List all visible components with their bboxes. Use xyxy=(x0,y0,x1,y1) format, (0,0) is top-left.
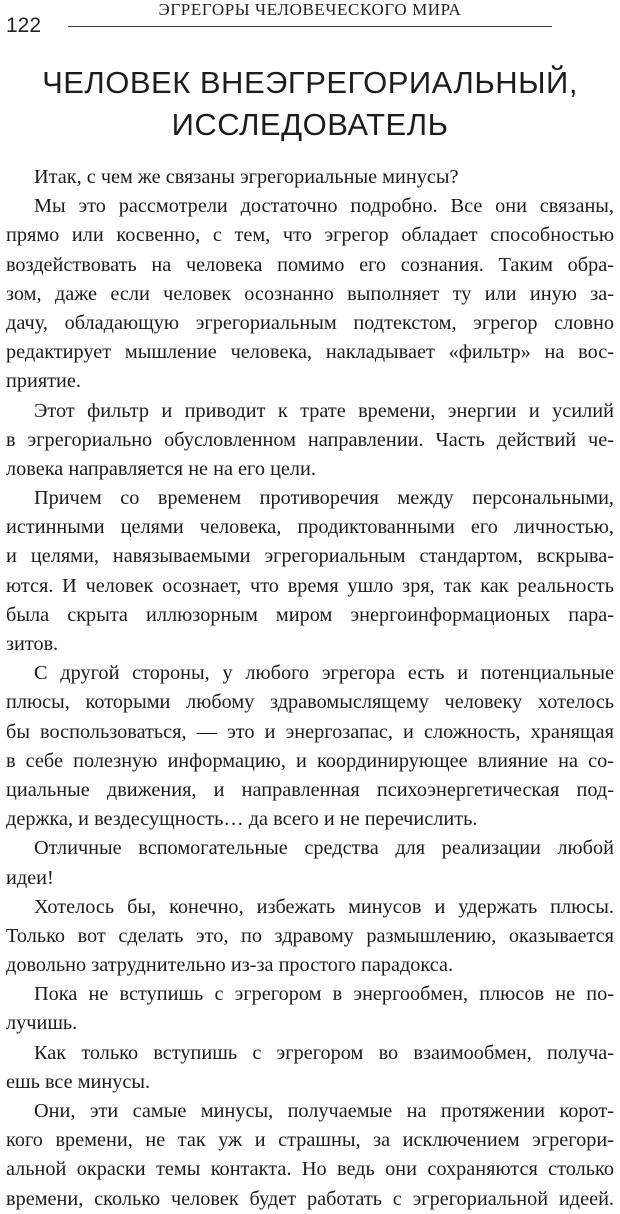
text-line: Отличные вспомогательные средства для реализации любой xyxy=(34,837,614,860)
text-line: Хотелось бы, конечно, избежать минусов и удержать плюсы. xyxy=(34,895,614,918)
text-line: Как только вступишь с эгрегором во взаимообмен, получа- xyxy=(34,1041,614,1064)
running-title: ЭГРЕГОРЫ ЧЕЛОВЕЧЕСКОГО МИРА xyxy=(158,0,462,19)
text-line: держка, и вездесущность… да всего и не перечислить. xyxy=(6,808,478,831)
text-line: бы воспользоваться, — это и энергозапас, и сложность, хранящая xyxy=(6,720,614,743)
text-line: истинными целями человека, продиктованными его личностью, xyxy=(6,516,614,539)
text-line: приятие. xyxy=(6,370,81,393)
text-line: Этот фильтр и приводит к трате времени, энергии и усилий xyxy=(34,399,614,422)
text-line: редактирует мышление человека, накладывает «фильтр» на вос- xyxy=(6,341,614,364)
text-line: альной окраски темы контакта. Но ведь они сохраняются столько xyxy=(6,1158,614,1181)
text-line: ешь все минусы. xyxy=(6,1070,151,1093)
text-line: воздействовать на человека помимо его сознания. Таким обра- xyxy=(6,253,614,276)
text-line: прямо или косвенно, с тем, что эгрегор обладает способностью xyxy=(6,224,614,247)
page-number: 122 xyxy=(6,14,42,37)
chapter-title xyxy=(20,62,600,146)
header-rule xyxy=(68,26,552,27)
text-line: была скрыта иллюзорным миром энергоинформационых пара- xyxy=(6,603,614,626)
text-line: лучишь. xyxy=(6,1012,78,1035)
text-line: в себе полезную информацию, и координирующее влияние на со- xyxy=(6,749,614,772)
text-line: кого времени, не так уж и страшны, за исключением эгрегори- xyxy=(6,1129,614,1152)
text-line: циальные движения, и направленная психоэнергетическая под- xyxy=(6,778,614,801)
chapter-title-line-1: ЧЕЛОВЕК ВНЕЭГРЕГОРИАЛЬНЫЙ, xyxy=(42,65,578,100)
text-line: Только вот сделать это, по здравому размышлению, оказывается xyxy=(6,924,614,947)
text-line: времени, сколько человек будет работать с эгрегориальной идеей. xyxy=(6,1187,614,1210)
text-line: ются. И человек осознает, что время ушло зря, так как реальность xyxy=(6,574,614,597)
text-line: в эгрегориально обусловленном направлении. Часть действий че- xyxy=(6,428,614,451)
chapter-title-line-2: ИССЛЕДОВАТЕЛЬ xyxy=(171,107,449,142)
text-line: С другой стороны, у любого эгрегора есть и потенциальные xyxy=(34,662,614,685)
text-line: и целями, навязываемыми эгрегориальным стандартом, вскрыва- xyxy=(6,545,614,568)
text-line: ловека направляется не на его цели. xyxy=(6,457,316,480)
text-line: плюсы, которыми любому здравомыслящему человеку хотелось xyxy=(6,691,614,714)
text-line: довольно затруднительно из-за простого парадокса. xyxy=(6,954,454,977)
text-line: Причем со временем противоречия между персональными, xyxy=(34,487,614,510)
text-line: Они, эти самые минусы, получаемые на протяжении корот- xyxy=(34,1100,614,1122)
text-line: зом, даже если человек осознанно выполняет ту или иную за- xyxy=(6,282,614,305)
text-line: идеи! xyxy=(6,866,54,889)
text-line: Итак, с чем же связаны эгрегориальные минусы? xyxy=(34,166,459,188)
running-head xyxy=(0,0,620,40)
text-line: зитов. xyxy=(6,633,59,655)
text-line: дачу, обладающую эгрегориальным подтекстом, эгрегор словно xyxy=(6,311,614,334)
body-text xyxy=(6,163,614,1214)
text-line: Мы это рассмотрели достаточно подробно. Все они связаны, xyxy=(34,195,614,218)
text-line: Пока не вступишь с эгрегором в энергообмен, плюсов не по- xyxy=(34,983,614,1006)
